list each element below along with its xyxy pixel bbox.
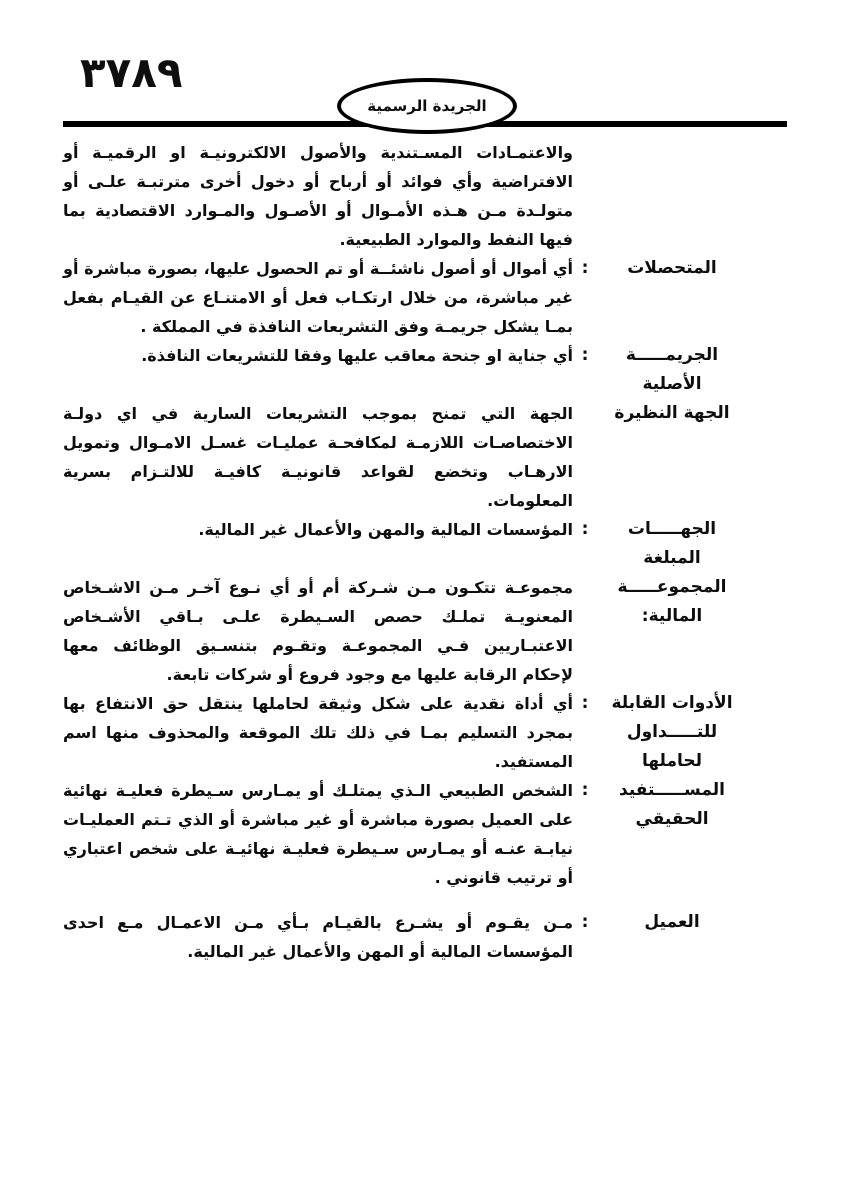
definition-row [63,515,787,573]
definition-text: مجموعـة تتكـون مـن شـركة أم أو أي نـوع آخـر مـن الاشـخاص المعنويـة تملـك حصص السـيطرة علـى بـاقي الأشـخاص الاعتبـاريين فـي المجموعـة وتقـوم بتنسـيق الوظائف معها لإحكام الرقابة عليها مع وجود فروع أو شركات تابعة. [63,578,573,684]
term-line: العميل [644,912,700,932]
definition-row [63,908,787,966]
term-line: المســـــتفيد [619,780,725,800]
definition-text: والاعتمـادات المسـتندية والأصول الالكترونيـة او الرقميـة أو الافتراضية وأي فوائد أو أرباح أو دخول أخرى مترتبـة علـى أو متولـدة مـن هـذه الأمـوال أو الأصـول والمـوارد الاقتصادية بما فيها النفط والموارد الطبيعية. [63,143,573,249]
term-line: للتـــــداول [626,722,718,742]
term-line: الجهـــــات [627,519,717,539]
definitions-list [63,138,787,966]
separator-colon: : [581,345,589,365]
term-label [597,689,787,776]
term-label [597,908,787,937]
term-label [597,515,787,573]
separator-colon: : [581,693,589,713]
page-number: ٣٧٨٩ [80,48,183,97]
separator-colon: : [581,519,589,539]
term-line: المجموعـــــة [617,577,727,597]
term-line: المبلغة [643,548,701,568]
definition-text: أي جناية او جنحة معاقب عليها وفقا للتشريعات النافذة. [141,346,573,365]
term-line: الأصلية [642,374,702,394]
term-line: الأدوات القابلة [611,693,733,713]
definition-row [63,341,787,399]
term-label [597,254,787,283]
term-label [597,399,787,428]
term-label [597,341,787,399]
term-line: الجريمـــــة [625,345,719,365]
definition-text: المؤسسات المالية والمهن والأعمال غير المالية. [198,520,573,539]
definition-text: مـن يقـوم أو يشـرع بالقيـام بـأي مـن الاعمـال مـع احدى المؤسسات المالية أو المهن والأعمال غير المالية. [63,913,573,961]
separator-colon: : [581,780,589,800]
term-line: المالية: [641,606,703,626]
definition-row-intro [63,138,787,254]
separator-colon: : [581,258,589,278]
definition-text: الشخص الطبيعي الـذي يمتلـك أو يمـارس سـيطرة فعليـة نهائية على العميل بصورة مباشرة أو غير مباشرة أو الذي تـتم العمليـات نيابـة عنـه أو يمـارس سـيطرة فعليـة نهائيـة على شخص اعتباري أو ترتيب قانوني . [63,781,573,887]
definition-row [63,399,787,515]
definition-row [63,776,787,892]
term-line: الحقيقي [635,809,709,829]
definition-text: أي أموال أو أصول ناشئــة أو تم الحصول عليها، بصورة مباشرة أو غير مباشرة، من خلال ارتكـاب فعل أو الامتنـاع عن القيـام بفعل بمـا يشكل جريمـة وفق التشريعات النافذة في المملكة . [63,259,573,336]
definition-text: الجهة التي تمنح بموجب التشريعات السارية في اي دولـة الاختصاصـات اللازمـة لمكافحـة عمليـات غسـل الامـوال وتمويل الارهـاب وتخضع لقواعد قانونيـة كافيـة للالتـزام بسرية المعلومات. [63,404,573,510]
definition-text: أي أداة نقدية على شكل وثيقة لحاملها ينتقل حق الانتفاع بها بمجرد التسليم بمـا في ذلك تلك الموقعة والمحذوف منها اسم المستفيد. [63,694,573,771]
definition-row [63,573,787,689]
separator-colon: : [581,912,589,932]
term-line: الجهة النظيرة [614,403,730,423]
gazette-banner-ellipse [337,78,517,134]
term-label [597,573,787,631]
term-line: لحاملها [641,751,703,771]
definition-row [63,689,787,776]
term-label [597,776,787,834]
gazette-banner-title: الجريدة الرسمية [367,97,487,115]
term-line: المتحصلات [627,258,717,278]
definition-row [63,254,787,341]
